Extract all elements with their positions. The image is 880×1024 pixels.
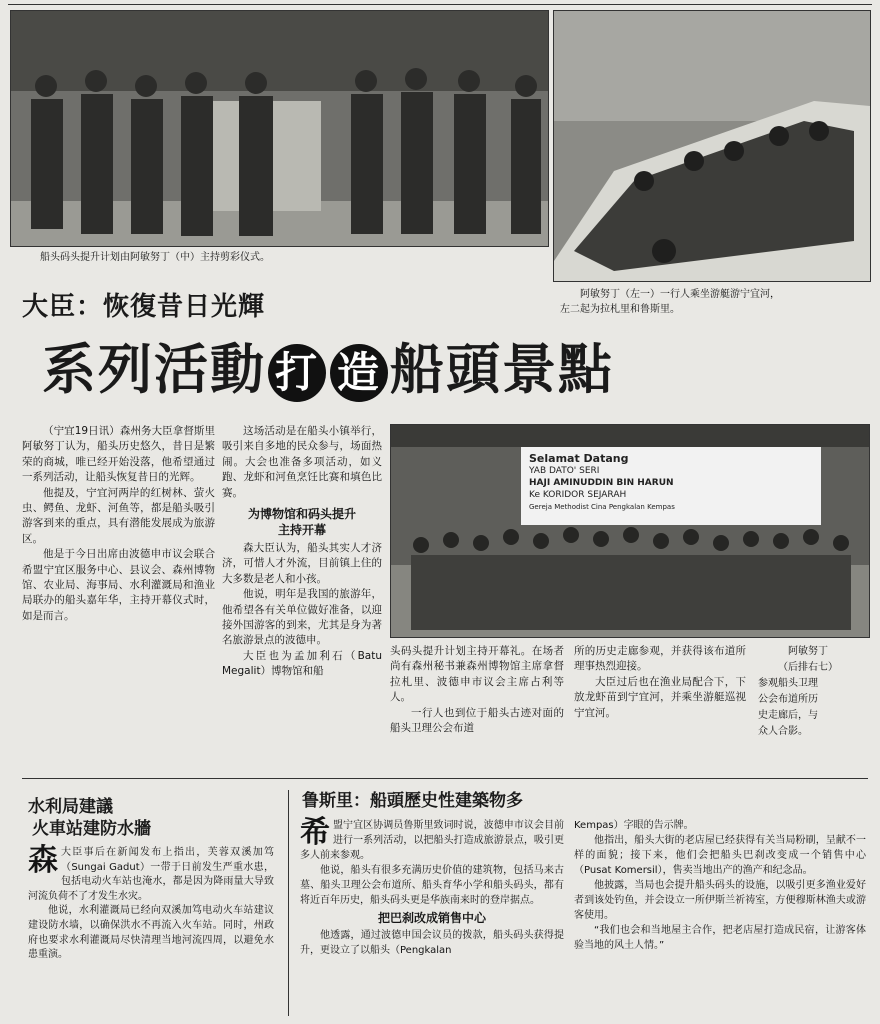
article-column-1 — [22, 424, 215, 624]
paragraph: （宁宜19日讯）森州务大臣拿督斯里阿敏努丁认为，船头历史悠久，昔日是繁荣的商城，唯已经开始没落，他希望通过一系列活动，让船头恢复昔日的光辉。 — [22, 425, 215, 484]
paragraph: “我们也会和当地屋主合作，把老店屋打造成民宿，让游客体验当地的风土人情。” — [574, 925, 866, 951]
welcome-banner — [521, 447, 821, 525]
photo-ribbon-cutting-caption: 船头码头提升计划由阿敏努丁（中）主持剪彩仪式。 — [40, 252, 270, 263]
sidebar-body — [28, 843, 274, 963]
paragraph: 森大臣认为，船头其实人才济济，可惜人才外流，目前镇上住的大多数是老人和小孩。 — [222, 542, 382, 585]
section-divider — [22, 778, 868, 779]
headline-kicker: 大臣：恢復昔日光輝 — [22, 292, 266, 322]
paragraph: 大臣事后在新闻发布上指出，芙蓉双溪加笃（Sungai Gadut）一带于日前发生严重水患，包括电动火车站也淹水，都是因为降雨量大导致河流负荷不了才发生水灾。 — [28, 847, 274, 902]
subheading — [222, 506, 382, 538]
story2-column-1 — [300, 815, 564, 958]
paragraph: 盟宁宜区协调员鲁斯里致词时说，波德申市议会目前进行一系列活动，以把船头打造成旅游景点，吸引更多人前来参观。 — [300, 820, 564, 861]
headline-main — [42, 340, 614, 402]
top-rule — [8, 4, 872, 5]
headline-circle-char: 打 — [268, 344, 326, 402]
banner-line: HAJI AMINUDDIN BIN HARUN — [529, 478, 674, 488]
column-divider — [288, 790, 289, 1016]
paragraph: 他指出，船头大街的老店屋已经获得有关当局粉刷，呈献不一样的面貌；接下来，他们会把船头巴刹改变成一个销售中心（Pusat Komersil），售卖当地出产的渔产和纪念品。 — [574, 835, 866, 876]
paragraph: 他说，水利灌溉局已经向双溪加笃电动火车站建议建设防水墙，以确保洪水不再流入火车站。同时，州政府也要求水利灌溉局尽快清理当地河流四周，以避免水患重演。 — [28, 905, 274, 961]
paragraph: 一行人也到位于船头古迹对面的船头卫理公会布道 — [390, 706, 564, 735]
photo-group-caption — [758, 644, 868, 740]
headline-circle-char: 造 — [330, 344, 388, 402]
sidebar-title — [28, 796, 274, 840]
caption-line: 史走廊后，与 — [758, 710, 818, 721]
paragraph: Kempas）字眼的告示牌。 — [574, 820, 694, 831]
photo-boat-ride-caption — [560, 287, 870, 317]
subheading-line: 为博物馆和码头提升 — [247, 507, 356, 522]
dropcap: 希 — [300, 815, 330, 850]
caption-line: （后排右七） — [778, 662, 838, 673]
caption-line: 阿敏努丁 — [788, 646, 828, 657]
banner-line: Selamat Datang — [529, 452, 629, 465]
paragraph: 他说，船头有很多充满历史价值的建筑物，包括马来古墓、船头卫理公会布道所、船头育华小学和船头码头，都有将近百年历史，船头码头更是华族南来时的登岸据点。 — [300, 865, 564, 906]
banner-line: YAB DATO' SERI — [529, 466, 600, 476]
photo-ribbon-cutting — [10, 10, 549, 247]
banner-line: Gereja Methodist Cina Pengkalan Kempas — [529, 503, 675, 511]
subheading: 把巴刹改成销售中心 — [377, 911, 486, 925]
paragraph: 他是于今日出席由波德申市议会联合希盟宁宜区服务中心、县议会、森州博物馆、农业局、海事局、水利灌溉局和渔业局联办的船头嘉年华，主持开幕仪式时，如是而言。 — [22, 548, 215, 622]
caption-line: 阿敏努丁（左一）一行人乘坐游艇游宁宜河， — [580, 289, 780, 300]
story2-title: 鲁斯里：船頭歷史性建築物多 — [302, 791, 523, 811]
banner-line: Ke KORIDOR SEJARAH — [529, 490, 627, 500]
paragraph: 他说，明年是我国的旅游年，他希望各有关单位做好准备，以迎接外国游客的到来，尤其是身为著名旅游景点的波德申。 — [222, 588, 382, 647]
article-column-4 — [574, 644, 746, 721]
sidebar-title-line: 水利局建議 — [28, 797, 113, 817]
dropcap: 森 — [28, 843, 58, 878]
article-column-2 — [222, 424, 382, 680]
paragraph: 他提及，宁宜河两岸的红树林、萤火虫、鳄鱼、龙虾、河鱼等，都是船头吸引游客到来的重点，具有潜能发展成为旅游区。 — [22, 486, 215, 545]
paragraph: 这场活动是在船头小镇举行，吸引来自多地的民众参与，场面热闹。大会也准备多项活动，如义跑、龙虾和河鱼烹饪比赛和填色比赛。 — [222, 425, 382, 499]
sidebar-story — [28, 796, 274, 963]
paragraph: 大臣过后也在渔业局配合下，下放龙虾苗到宁宜河，并乘坐游艇巡视宁宜河。 — [574, 675, 746, 719]
headline-part2: 船頭景點 — [390, 338, 614, 401]
paragraph: 他披露，当局也会提升船头码头的设施，以吸引更多渔业爱好者到该处钓鱼，并会设立一所伊斯兰祈祷室，方便穆斯林渔夫或游客使用。 — [574, 880, 866, 921]
caption-line: 众人合影。 — [758, 726, 808, 737]
headline-part1: 系列活動 — [42, 338, 266, 401]
sidebar-title-line: 火車站建防水牆 — [32, 819, 151, 839]
caption-line: 公会布道所历 — [758, 694, 818, 705]
subheading-line: 主持开幕 — [277, 523, 326, 538]
paragraph: 头码头提升计划主持开幕礼。在场者尚有森州秘书兼森州博物馆主席拿督拉札里、波德申市议会主席占利等人。 — [390, 645, 564, 704]
paragraph: 大臣也为孟加利石（Batu Megalit）博物馆和船 — [222, 649, 382, 678]
caption-line: 左二起为拉札里和鲁斯里。 — [560, 304, 680, 315]
photo-group — [390, 424, 870, 638]
paragraph: 所的历史走廊参观，并获得该布道所理事热烈迎接。 — [574, 645, 746, 673]
story2-column-2 — [574, 818, 866, 953]
photo-boat-ride — [553, 10, 871, 282]
article-column-3 — [390, 644, 564, 736]
paragraph: 他透露，通过波德申国会议员的拨款，船头码头获得提升，更设立了以船头（Pengkalan — [300, 930, 564, 956]
caption-line: 参观船头卫理 — [758, 678, 818, 689]
